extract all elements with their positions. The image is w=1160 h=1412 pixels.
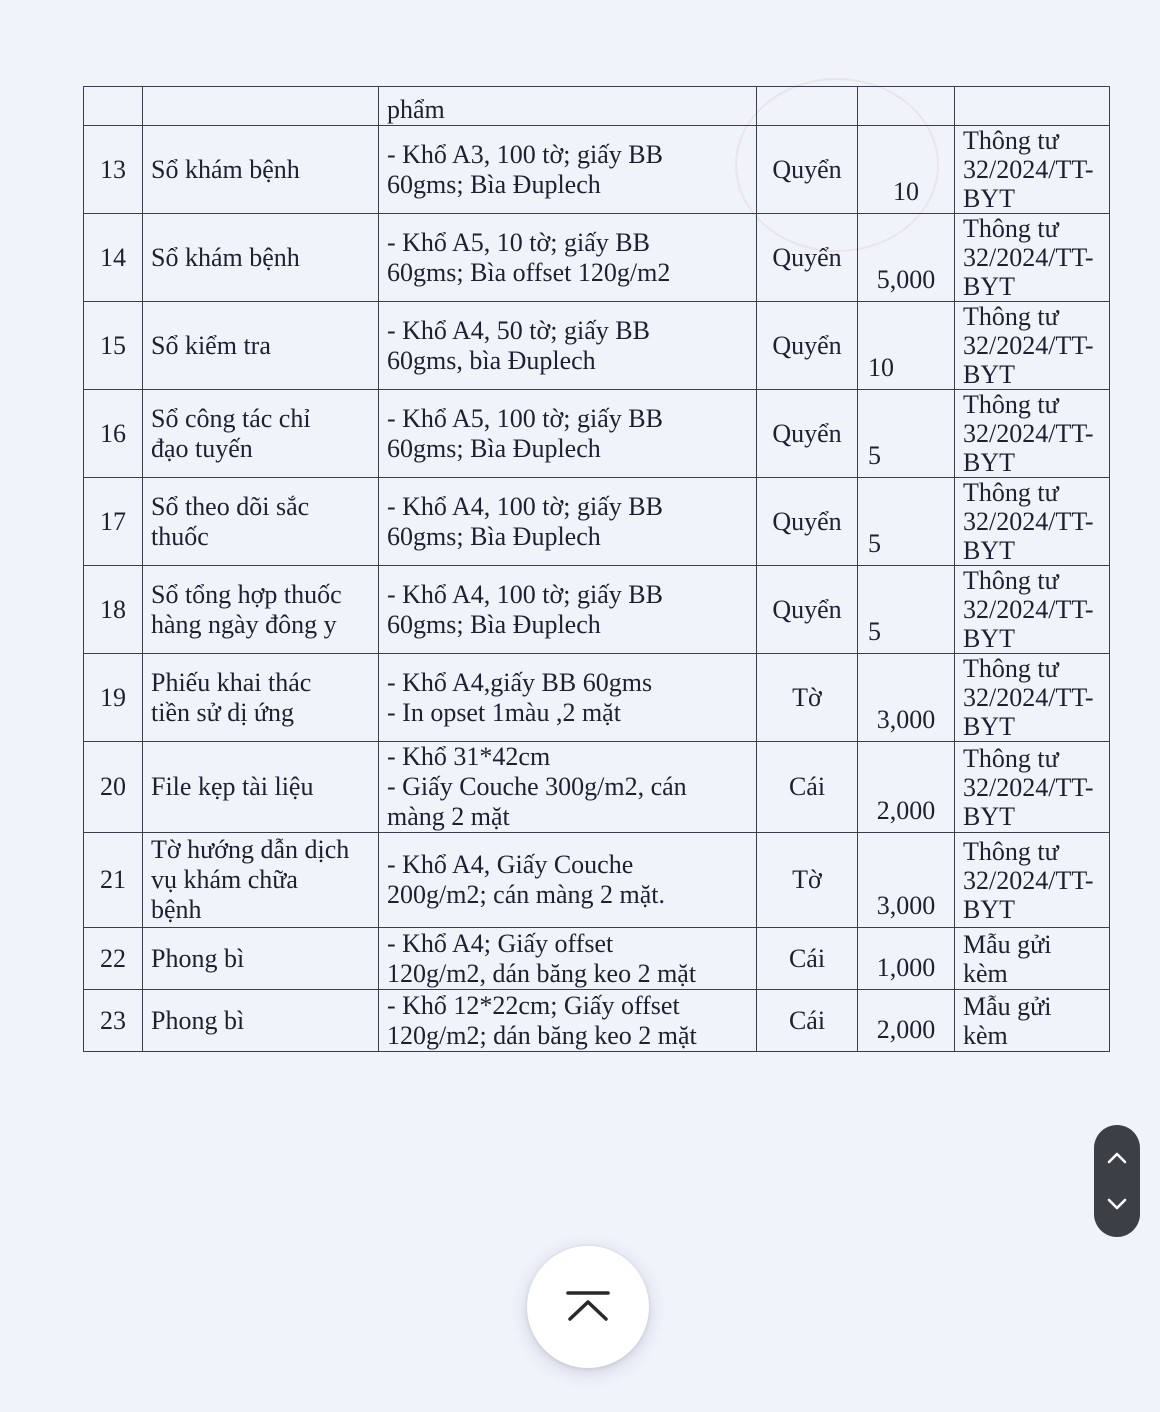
name-line: Tờ hướng dẫn dịch — [151, 835, 350, 864]
note-line: kèm — [963, 1020, 1008, 1050]
note-line: BYT — [963, 448, 1015, 477]
note-line: Thông tư — [963, 302, 1059, 331]
chevron-up-icon — [1106, 1151, 1128, 1165]
qty-cell: 3,000 — [858, 654, 955, 742]
note-line: BYT — [963, 184, 1015, 213]
stt-cell: 16 — [84, 390, 143, 478]
name-cell — [143, 478, 379, 566]
note-cell — [955, 654, 1110, 742]
name-line: tiền sử dị ứng — [151, 697, 295, 727]
note-cell — [955, 742, 1110, 833]
stt-cell: 21 — [84, 833, 143, 928]
table-row-continued — [84, 87, 1110, 126]
unit-cell: Tờ — [757, 654, 858, 742]
spec-line: 60gms; Bìa Đuplech — [387, 521, 601, 551]
spec-line: - Khổ A4,giấy BB 60gms — [387, 667, 653, 697]
note-line: 32/2024/TT- — [963, 772, 1094, 802]
name-line: Sổ tổng hợp thuốc — [151, 579, 342, 609]
note-line: BYT — [963, 624, 1015, 653]
note-line: kèm — [963, 958, 1008, 988]
stt-cell — [84, 87, 143, 126]
spec-cell — [379, 990, 757, 1052]
name-cell — [143, 214, 379, 302]
note-line: 32/2024/TT- — [963, 507, 1094, 536]
unit-cell: Quyển — [757, 566, 858, 654]
unit-cell: Tờ — [757, 833, 858, 928]
table-row — [84, 566, 1110, 654]
stt-cell: 19 — [84, 654, 143, 742]
unit-cell: Quyển — [757, 478, 858, 566]
spec-line: 60gms; Bìa Đuplech — [387, 169, 601, 199]
spec-cell — [379, 928, 757, 990]
name-cell — [143, 990, 379, 1052]
spec-cell — [379, 566, 757, 654]
qty-cell — [858, 87, 955, 126]
unit-cell: Cái — [757, 990, 858, 1052]
name-line: Sổ công tác chỉ — [151, 403, 311, 433]
note-line: BYT — [963, 712, 1015, 741]
note-cell — [955, 87, 1110, 126]
note-line: 32/2024/TT- — [963, 243, 1094, 272]
qty-cell: 2,000 — [858, 742, 955, 833]
spec-line: - Khổ A4, 100 tờ; giấy BB — [387, 579, 663, 609]
scroll-up-button[interactable] — [1094, 1135, 1140, 1181]
spec-cell — [379, 833, 757, 928]
name-line: Phong bì — [151, 1005, 245, 1035]
scroll-to-top-icon — [564, 1289, 612, 1325]
name-cell — [143, 390, 379, 478]
table-row — [84, 742, 1110, 833]
spec-line: 120g/m2, dán băng keo 2 mặt — [387, 958, 697, 988]
note-line: 32/2024/TT- — [963, 595, 1094, 624]
table-body — [84, 87, 1110, 1052]
spec-line: - Khổ A4, 100 tờ; giấy BB — [387, 491, 663, 521]
note-line: Thông tư — [963, 478, 1059, 507]
note-line: 32/2024/TT- — [963, 419, 1094, 448]
note-cell — [955, 126, 1110, 214]
table-row — [84, 214, 1110, 302]
table-row — [84, 126, 1110, 214]
table-row — [84, 390, 1110, 478]
name-line: Phong bì — [151, 943, 245, 973]
spec-line: - Khổ A5, 10 tờ; giấy BB — [387, 227, 650, 257]
name-line: Phiếu khai thác — [151, 667, 312, 697]
spec-line: - Giấy Couche 300g/m2, cán — [387, 772, 687, 801]
name-cell — [143, 742, 379, 833]
name-line: Sổ kiểm tra — [151, 330, 271, 360]
spec-line: 60gms, bìa Đuplech — [387, 345, 596, 375]
name-line: bệnh — [151, 895, 202, 924]
note-line: BYT — [963, 801, 1015, 831]
qty-cell: 2,000 — [858, 990, 955, 1052]
name-cell — [143, 87, 379, 126]
stt-cell: 17 — [84, 478, 143, 566]
note-cell — [955, 990, 1110, 1052]
name-cell — [143, 302, 379, 390]
spec-cell — [379, 478, 757, 566]
spec-cell — [379, 302, 757, 390]
name-line: Sổ khám bệnh — [151, 242, 300, 272]
qty-cell: 10 — [858, 302, 955, 390]
spec-line: - Khổ 12*22cm; Giấy offset — [387, 990, 680, 1020]
name-cell — [143, 833, 379, 928]
spec-line: - Khổ A4, 50 tờ; giấy BB — [387, 315, 650, 345]
chevron-down-icon — [1106, 1197, 1128, 1211]
name-line: vụ khám chữa — [151, 865, 298, 894]
unit-cell — [757, 87, 858, 126]
table-row — [84, 833, 1110, 928]
spec-line: 60gms; Bìa offset 120g/m2 — [387, 257, 671, 287]
spec-line: - Khổ A5, 100 tờ; giấy BB — [387, 403, 663, 433]
stt-cell: 20 — [84, 742, 143, 833]
name-line: File kẹp tài liệu — [151, 772, 314, 801]
note-line: Thông tư — [963, 836, 1059, 866]
note-cell — [955, 566, 1110, 654]
qty-cell: 5,000 — [858, 214, 955, 302]
name-line: Sổ theo dõi sắc — [151, 491, 310, 521]
spec-cell — [379, 87, 757, 126]
note-line: Thông tư — [963, 566, 1059, 595]
note-line: BYT — [963, 536, 1015, 565]
spec-line: 120g/m2; dán băng keo 2 mặt — [387, 1020, 697, 1050]
spec-line: phẩm — [387, 95, 445, 124]
spec-cell — [379, 126, 757, 214]
stt-cell: 23 — [84, 990, 143, 1052]
qty-cell: 5 — [858, 478, 955, 566]
table-row — [84, 478, 1110, 566]
spec-cell — [379, 654, 757, 742]
supplies-table — [83, 86, 1110, 1052]
spec-line: 60gms; Bìa Đuplech — [387, 433, 601, 463]
qty-cell: 3,000 — [858, 833, 955, 928]
table-row — [84, 302, 1110, 390]
stt-cell: 22 — [84, 928, 143, 990]
spec-line: 60gms; Bìa Đuplech — [387, 609, 601, 639]
spec-line: 200g/m2; cán màng 2 mặt. — [387, 880, 666, 909]
note-line: Thông tư — [963, 126, 1059, 155]
name-line: Sổ khám bệnh — [151, 154, 300, 184]
unit-cell: Quyển — [757, 126, 858, 214]
spec-line: - Khổ 31*42cm — [387, 742, 551, 771]
stt-cell: 15 — [84, 302, 143, 390]
note-line: BYT — [963, 360, 1015, 389]
note-line: BYT — [963, 272, 1015, 301]
unit-cell: Cái — [757, 928, 858, 990]
spec-line: - Khổ A4; Giấy offset — [387, 928, 614, 958]
name-line: hàng ngày đông y — [151, 609, 337, 639]
qty-cell: 5 — [858, 390, 955, 478]
spec-cell — [379, 390, 757, 478]
unit-cell: Quyển — [757, 302, 858, 390]
note-line: 32/2024/TT- — [963, 683, 1094, 712]
scroll-control — [1094, 1125, 1140, 1237]
table-row — [84, 654, 1110, 742]
spec-cell — [379, 214, 757, 302]
name-cell — [143, 566, 379, 654]
note-cell — [955, 928, 1110, 990]
name-cell — [143, 654, 379, 742]
note-cell — [955, 833, 1110, 928]
note-line: Mẫu gửi — [963, 991, 1052, 1021]
unit-cell: Cái — [757, 742, 858, 833]
table-row — [84, 990, 1110, 1052]
note-line: BYT — [963, 894, 1015, 924]
note-line: Thông tư — [963, 743, 1059, 773]
name-cell — [143, 126, 379, 214]
note-line: 32/2024/TT- — [963, 865, 1094, 895]
spec-line: - In opset 1màu ,2 mặt — [387, 697, 621, 727]
stt-cell: 13 — [84, 126, 143, 214]
name-line: thuốc — [151, 521, 209, 551]
stt-cell: 14 — [84, 214, 143, 302]
scroll-down-button[interactable] — [1094, 1181, 1140, 1227]
spec-line: - Khổ A4, Giấy Couche — [387, 850, 634, 879]
note-cell — [955, 390, 1110, 478]
spec-cell — [379, 742, 757, 833]
spec-line: màng 2 mặt — [387, 802, 510, 831]
note-line: Thông tư — [963, 390, 1059, 419]
note-cell — [955, 478, 1110, 566]
note-line: Thông tư — [963, 654, 1059, 683]
note-cell — [955, 214, 1110, 302]
note-cell — [955, 302, 1110, 390]
stt-cell: 18 — [84, 566, 143, 654]
table-row — [84, 928, 1110, 990]
note-line: Mẫu gửi — [963, 929, 1052, 959]
qty-cell: 10 — [858, 126, 955, 214]
spec-line: - Khổ A3, 100 tờ; giấy BB — [387, 139, 663, 169]
qty-cell: 5 — [858, 566, 955, 654]
unit-cell: Quyển — [757, 214, 858, 302]
qty-cell: 1,000 — [858, 928, 955, 990]
name-line: đạo tuyến — [151, 433, 253, 463]
unit-cell: Quyển — [757, 390, 858, 478]
note-line: 32/2024/TT- — [963, 155, 1094, 184]
note-line: Thông tư — [963, 214, 1059, 243]
scroll-to-top-button[interactable] — [527, 1246, 649, 1368]
name-cell — [143, 928, 379, 990]
note-line: 32/2024/TT- — [963, 331, 1094, 360]
